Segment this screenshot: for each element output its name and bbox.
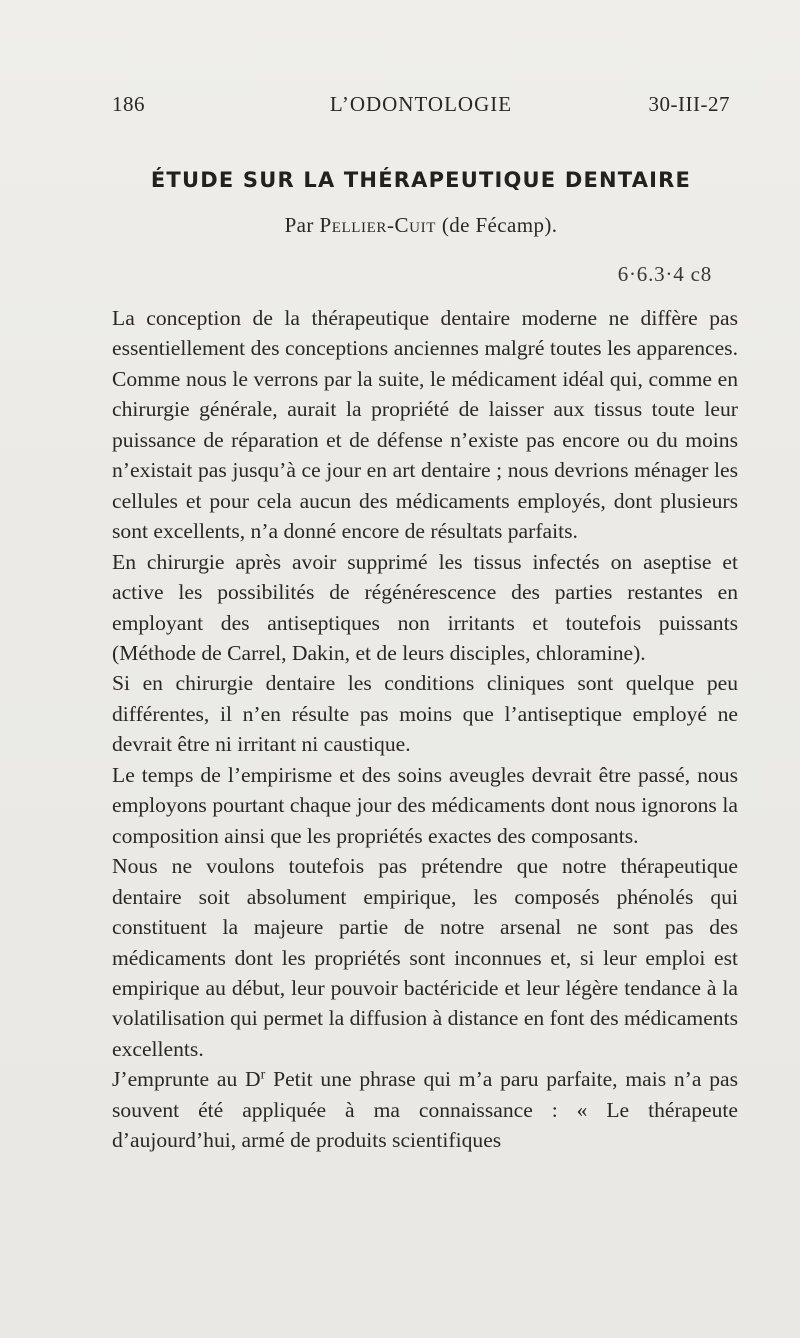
byline xyxy=(112,213,730,238)
page-number: 186 xyxy=(112,92,145,116)
author-name: Pellier-Cuit xyxy=(319,213,442,237)
classification-mark: 6·6.3·4 c8 xyxy=(617,262,712,286)
journal-title: L’ODONTOLOGIE xyxy=(329,92,513,116)
running-header xyxy=(112,92,730,122)
article-title: ÉTUDE SUR LA THÉRAPEUTIQUE DENTAIRE xyxy=(150,168,692,192)
paragraph-last xyxy=(112,1064,738,1155)
paragraph: Nous ne voulons toutefois pas prétendre que notre thérapeutique dentaire soit absolument empirique, les composés phénolés qui constituent la majeure partie de notre arsenal ne sont pas des médicaments dont les propriétés sont inconnues et, si leur emploi est empirique au début, leur pouvoir bactéricide et leur légère tendance à la volatilisation qui permet la diffusion à distance en font des médicaments excellents. xyxy=(112,854,738,1061)
issue-date: 30-III-27 xyxy=(648,92,730,116)
byline-prefix: Par xyxy=(284,213,320,237)
paragraph-last-rest: Petit une phrase qui m’a paru parfaite, mais n’a pas souvent été appliquée à ma connaissance : « Le thérapeute d’aujourd’hui, armé de produits scientifiques xyxy=(112,1067,738,1153)
paragraph: Le temps de l’empirisme et des soins aveugles devrait être passé, nous employons pourtant chaque jour des médicaments dont nous ignorons la composition ainsi que les propriétés exactes des composants. xyxy=(112,762,738,848)
article-body xyxy=(112,303,738,1156)
paragraph: La conception de la thérapeutique dentaire moderne ne diffère pas essentiellement des conceptions anciennes malgré toutes les apparences. Comme nous le verrons par la suite, le médicament idéal qui, comme en chirurgie générale, aurait la propriété de laisser aux tissus toute leur puissance de réparation et de défense n’existe pas encore ou du moins n’existait pas jusqu’à ce jour en art dentaire ; nous devrions ménager les cellules et pour cela aucun des médicaments employés, dont plusieurs sont excellents, n’a donné encore de résultats parfaits. xyxy=(112,306,738,544)
paragraph: En chirurgie après avoir supprimé les tissus infectés on aseptise et active les possibilités de régénérescence des parties restantes en employant des antiseptiques non irritants et toutefois puissants (Méthode de Carrel, Dakin, et de leurs disciples, chloramine). xyxy=(112,549,738,665)
paragraph-last-start: J’emprunte au D xyxy=(112,1067,261,1092)
doctor-abbrev-superscript: r xyxy=(260,1066,266,1083)
paragraph: Si en chirurgie dentaire les conditions cliniques sont quelque peu différentes, il n’en résulte pas moins que l’antiseptique employé ne devrait être ni irritant ni caustique. xyxy=(112,671,738,757)
author-location: (de Fécamp). xyxy=(441,213,558,237)
